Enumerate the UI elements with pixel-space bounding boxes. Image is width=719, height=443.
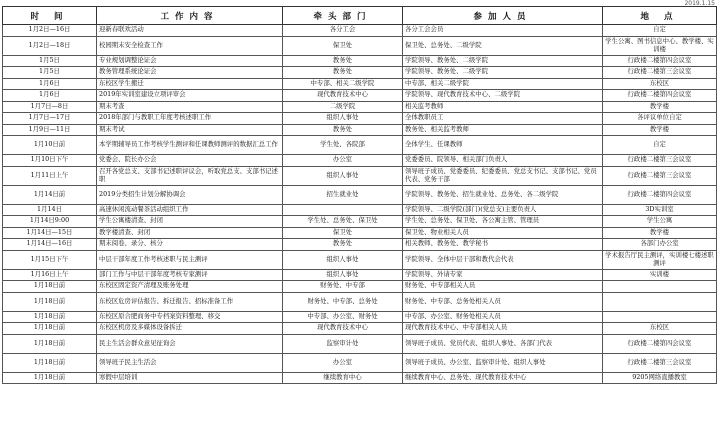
cell-location: 东校区 xyxy=(603,78,717,90)
cell-time: 1月18日前 xyxy=(3,311,97,323)
cell-participants: 保卫处、物业相关人员 xyxy=(403,227,603,239)
cell-participants: 中专部、办公室、财务处相关人员 xyxy=(403,311,603,323)
cell-participants: 财务处、中专部、总务处相关人员 xyxy=(403,292,603,311)
cell-lead xyxy=(283,204,403,216)
table-row xyxy=(3,136,717,155)
cell-content: 学生公寓楼清查、封闭 xyxy=(97,216,283,228)
cell-location: 各部门办公室 xyxy=(603,239,717,251)
cell-lead: 办公室 xyxy=(283,353,403,372)
document-date: 2019.1.15 xyxy=(684,0,715,7)
table-row xyxy=(3,292,717,311)
cell-lead: 组织人事处 xyxy=(283,269,403,281)
table-row xyxy=(3,78,717,90)
cell-content: 迎新春联欢活动 xyxy=(97,25,283,37)
cell-lead: 组织人事处 xyxy=(283,250,403,269)
cell-participants: 学院领导、全体中层干部和教代会代表 xyxy=(403,250,603,269)
cell-time: 1月18日前 xyxy=(3,372,97,384)
cell-time: 1月10日下午 xyxy=(3,155,97,167)
header-content: 工作内容 xyxy=(97,7,283,25)
cell-participants: 领导班子成员、办公室、监察审计处、组织人事处 xyxy=(403,353,603,372)
cell-lead: 中专部、相关二级学院 xyxy=(283,78,403,90)
cell-location: 教学楼 xyxy=(603,101,717,113)
header-time: 时 间 xyxy=(3,7,97,25)
cell-time: 1月7日—17日 xyxy=(3,113,97,125)
table-row xyxy=(3,311,717,323)
cell-time: 1月18日前 xyxy=(3,292,97,311)
cell-participants: 学院领导、现代教育技术中心、二级学院 xyxy=(403,90,603,102)
cell-participants: 保卫处、总务处、二级学院 xyxy=(403,36,603,55)
cell-content: 民主生活会群众意见征询会 xyxy=(97,334,283,353)
cell-participants: 财务处、中专部相关人员 xyxy=(403,281,603,293)
cell-location: 教学楼 xyxy=(603,124,717,136)
cell-lead: 教务处 xyxy=(283,55,403,67)
header-location: 地 点 xyxy=(603,7,717,25)
cell-location: 各评议单位自定 xyxy=(603,113,717,125)
table-row xyxy=(3,113,717,125)
cell-content: 高速休闲流动餐茶活动组织工作 xyxy=(97,204,283,216)
cell-participants: 学院领导、教务处、二级学院 xyxy=(403,55,603,67)
cell-time: 1月5日 xyxy=(3,67,97,79)
cell-participants: 领导班子成员、党员代表、组织人事处、各部门代表 xyxy=(403,334,603,353)
cell-participants: 学院领导、二级学院(部门)(党总支)主要负责人 xyxy=(403,204,603,216)
cell-time: 1月2日—18日 xyxy=(3,36,97,55)
cell-location xyxy=(603,292,717,311)
table-row xyxy=(3,124,717,136)
table-row xyxy=(3,269,717,281)
cell-location: 行政楼二楼第三会议室 xyxy=(603,353,717,372)
cell-location: 行政楼二楼第四会议室 xyxy=(603,55,717,67)
cell-location: 自定 xyxy=(603,136,717,155)
cell-lead: 教务处 xyxy=(283,67,403,79)
cell-time: 1月18日前 xyxy=(3,281,97,293)
cell-time: 1月2日—16日 xyxy=(3,25,97,37)
table-row xyxy=(3,281,717,293)
cell-participants: 现代教育技术中心、中专部相关人员 xyxy=(403,323,603,335)
cell-content: 东校区机房及多媒体设备拆迁 xyxy=(97,323,283,335)
cell-lead: 现代教育技术中心 xyxy=(283,323,403,335)
cell-location: 行政楼二楼第四会议室 xyxy=(603,334,717,353)
cell-participants: 党委委员、院领导、相关部门负责人 xyxy=(403,155,603,167)
header-participants: 参加人员 xyxy=(403,7,603,25)
cell-participants: 中专部、相关二级学院 xyxy=(403,78,603,90)
cell-content: 2019分类招生计划分解协调会 xyxy=(97,185,283,204)
cell-content: 教学楼清查、封闭 xyxy=(97,227,283,239)
cell-lead: 中专部、办公室、财务处 xyxy=(283,311,403,323)
cell-location: 行政楼二楼第三会议室 xyxy=(603,155,717,167)
table-row xyxy=(3,25,717,37)
cell-location xyxy=(603,281,717,293)
cell-participants: 各分工会会员 xyxy=(403,25,603,37)
table-row xyxy=(3,36,717,55)
cell-lead: 现代教育技术中心 xyxy=(283,90,403,102)
table-row xyxy=(3,372,717,384)
cell-time: 1月15日下午 xyxy=(3,250,97,269)
cell-participants: 全体学生、任课教师 xyxy=(403,136,603,155)
cell-content: 中层干部年度工作考核述职与民主测评 xyxy=(97,250,283,269)
cell-time: 1月18日前 xyxy=(3,323,97,335)
table-row xyxy=(3,166,717,185)
cell-time: 1月18日前 xyxy=(3,334,97,353)
cell-content: 部门工作与中层干部年度考核专家测评 xyxy=(97,269,283,281)
table-row xyxy=(3,216,717,228)
cell-lead: 学生处、总务处、保卫处 xyxy=(283,216,403,228)
cell-time: 1月9日—11日 xyxy=(3,124,97,136)
cell-location: 行政楼二楼第四会议室 xyxy=(603,185,717,204)
table-header-row xyxy=(3,7,717,25)
cell-location xyxy=(603,311,717,323)
table-row xyxy=(3,90,717,102)
cell-participants: 教务处、相关监考教师 xyxy=(403,124,603,136)
cell-location: 实训楼 xyxy=(603,269,717,281)
cell-participants: 全体教职员工 xyxy=(403,113,603,125)
cell-participants: 学院领导、教务处、招生就业处、总务处、各二级学院 xyxy=(403,185,603,204)
cell-lead: 财务处、中专部、总务处 xyxy=(283,292,403,311)
cell-content: 教务管理系统论证会 xyxy=(97,67,283,79)
cell-content: 东校区危房评估报告、拆迁报告、招标准备工作 xyxy=(97,292,283,311)
cell-content: 党委会、院长办公会 xyxy=(97,155,283,167)
cell-time: 1月18日前 xyxy=(3,353,97,372)
table-row xyxy=(3,155,717,167)
cell-time: 1月16日上午 xyxy=(3,269,97,281)
cell-participants: 相关监考教师 xyxy=(403,101,603,113)
table-row xyxy=(3,55,717,67)
table-row xyxy=(3,353,717,372)
cell-time: 1月6日 xyxy=(3,90,97,102)
cell-participants: 学院领导、外请专家 xyxy=(403,269,603,281)
cell-location: 学术报告厅民主测评，实训楼七楼述职测评 xyxy=(603,250,717,269)
cell-content: 期末阅卷、录分、核分 xyxy=(97,239,283,251)
cell-content: 领导班子民主生活会 xyxy=(97,353,283,372)
schedule-table xyxy=(2,6,717,384)
cell-content: 本学期辅导员工作考核学生测评和任课教师测评的数据汇总工作 xyxy=(97,136,283,155)
cell-lead: 教务处 xyxy=(283,239,403,251)
table-row xyxy=(3,250,717,269)
cell-location: 行政楼二楼第三会议室 xyxy=(603,67,717,79)
cell-content: 东校区原合肥商务中专档案资料整理、移交 xyxy=(97,311,283,323)
cell-participants: 学生处、总务处、保卫处、各公寓主管、管理员 xyxy=(403,216,603,228)
cell-participants: 领导班子成员、党委委员、纪委委员、党总支书记、支部书记、党员代表、党务干部 xyxy=(403,166,603,185)
cell-participants: 相关教师、教务处、教学秘书 xyxy=(403,239,603,251)
cell-time: 1月14日9:00 xyxy=(3,216,97,228)
table-row xyxy=(3,323,717,335)
cell-location: 自定 xyxy=(603,25,717,37)
table-row xyxy=(3,227,717,239)
cell-time: 1月14日—15日 xyxy=(3,227,97,239)
cell-location: 行政楼二楼第三会议室 xyxy=(603,166,717,185)
cell-content: 专业规划调整论证会 xyxy=(97,55,283,67)
cell-time: 1月7日—8日 xyxy=(3,101,97,113)
cell-content: 东校区固定资产清理及账务处理 xyxy=(97,281,283,293)
cell-lead: 保卫处 xyxy=(283,36,403,55)
cell-location: 3D实训室 xyxy=(603,204,717,216)
cell-lead: 财务处、中专部 xyxy=(283,281,403,293)
schedule-body xyxy=(3,25,717,384)
cell-lead: 二级学院 xyxy=(283,101,403,113)
cell-location: 东校区 xyxy=(603,323,717,335)
table-row xyxy=(3,67,717,79)
header-lead: 牵头部门 xyxy=(283,7,403,25)
cell-location: 学生公寓、图书信息中心、教学楼、实训楼 xyxy=(603,36,717,55)
table-row xyxy=(3,239,717,251)
cell-participants: 继续教育中心、总务处、现代教育技术中心 xyxy=(403,372,603,384)
cell-content: 东校区学生搬迁 xyxy=(97,78,283,90)
table-row xyxy=(3,185,717,204)
cell-lead: 招生就业处 xyxy=(283,185,403,204)
cell-time: 1月14日—16日 xyxy=(3,239,97,251)
cell-time: 1月14日前 xyxy=(3,185,97,204)
cell-time: 1月5日 xyxy=(3,55,97,67)
cell-time: 1月11日上午 xyxy=(3,166,97,185)
cell-content: 2019年实训室建设立项评审会 xyxy=(97,90,283,102)
cell-location: 9205网络直播教室 xyxy=(603,372,717,384)
cell-content: 寒假中层培训 xyxy=(97,372,283,384)
cell-location: 教学楼 xyxy=(603,227,717,239)
cell-lead: 办公室 xyxy=(283,155,403,167)
table-row xyxy=(3,204,717,216)
cell-time: 1月10日前 xyxy=(3,136,97,155)
cell-time: 1月6日 xyxy=(3,78,97,90)
cell-content: 校园期末安全检查工作 xyxy=(97,36,283,55)
cell-content: 期末考查 xyxy=(97,101,283,113)
cell-participants: 学院领导、教务处、二级学院 xyxy=(403,67,603,79)
cell-lead: 组织人事处 xyxy=(283,166,403,185)
cell-lead: 各分工会 xyxy=(283,25,403,37)
cell-lead: 教务处 xyxy=(283,124,403,136)
cell-lead: 组织人事处 xyxy=(283,113,403,125)
cell-lead: 保卫处 xyxy=(283,227,403,239)
cell-lead: 继续教育中心 xyxy=(283,372,403,384)
cell-lead: 监察审计处 xyxy=(283,334,403,353)
cell-lead: 学生处、各院部 xyxy=(283,136,403,155)
cell-content: 2018年部门与教职工年度考核述职工作 xyxy=(97,113,283,125)
table-row xyxy=(3,101,717,113)
table-row xyxy=(3,334,717,353)
cell-content: 召开各党总支、支部书记述职评议会，听取党总支、支部书记述职 xyxy=(97,166,283,185)
cell-time: 1月14日 xyxy=(3,204,97,216)
cell-location: 学生公寓 xyxy=(603,216,717,228)
cell-content: 期末考试 xyxy=(97,124,283,136)
cell-location: 行政楼二楼第四会议室 xyxy=(603,90,717,102)
